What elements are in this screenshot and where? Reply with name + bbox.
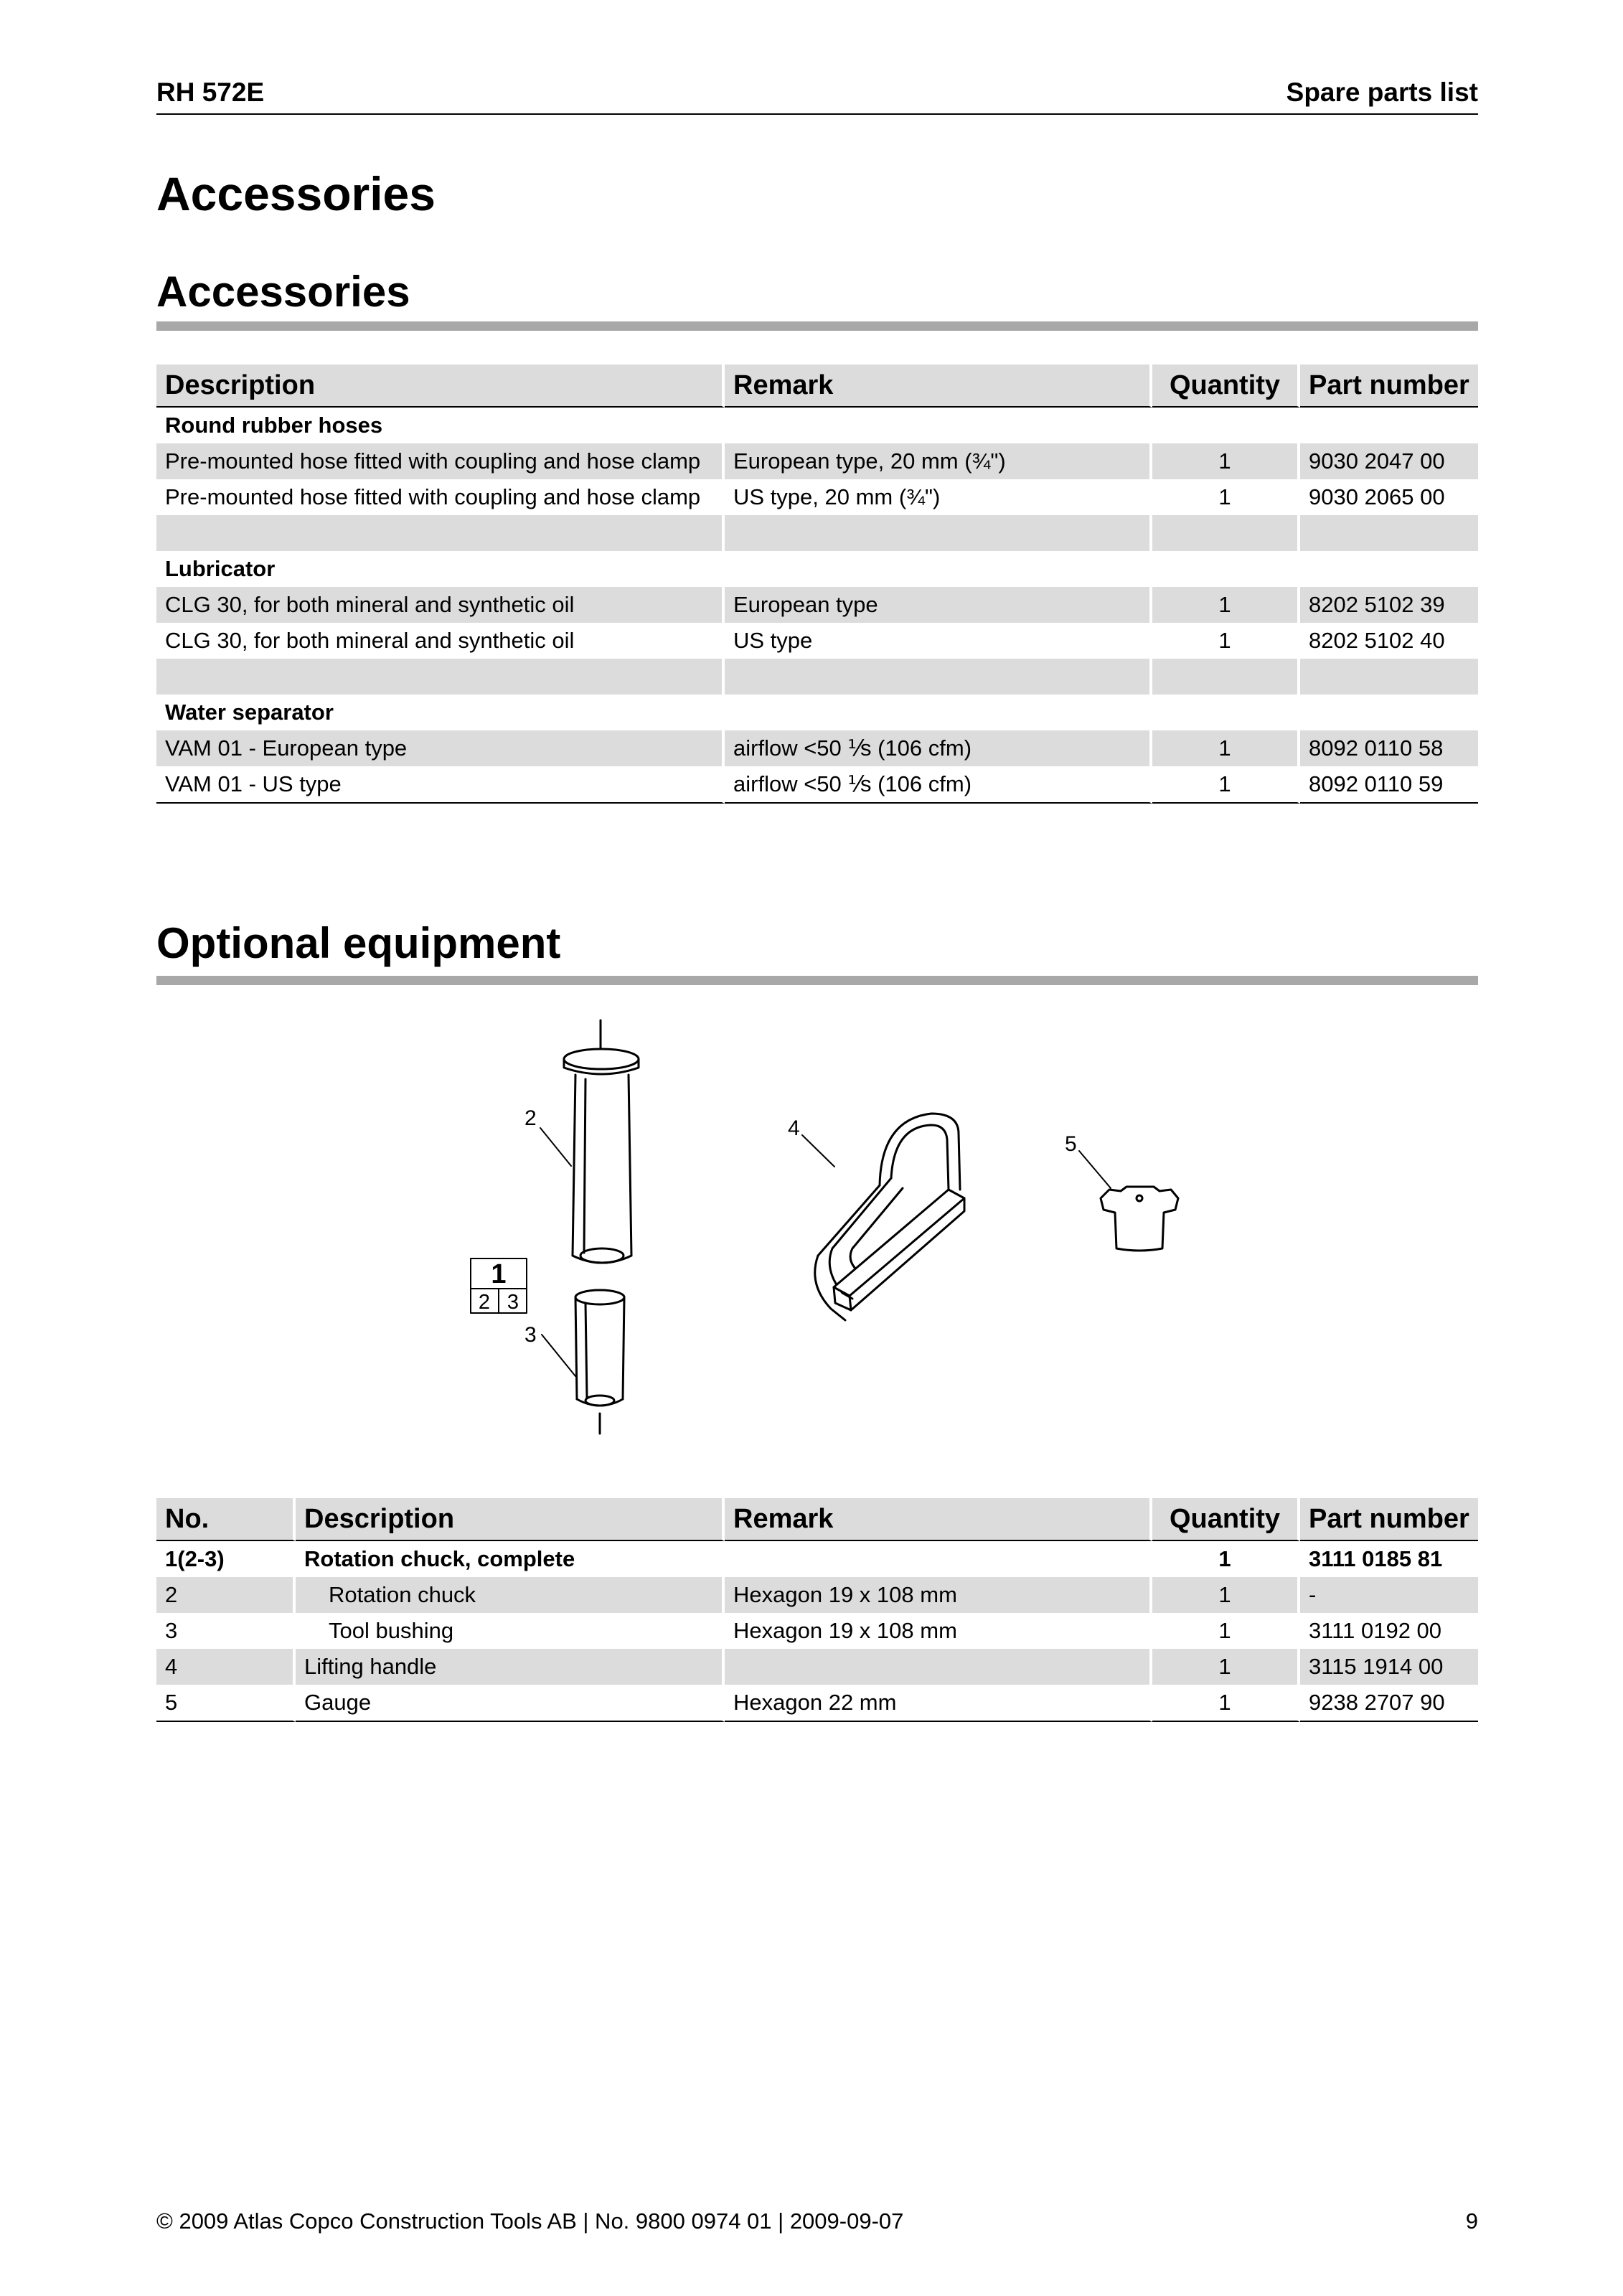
cell-quantity — [1152, 551, 1300, 587]
cell-part-number — [1300, 695, 1478, 730]
cell-part-number: 3111 0192 00 — [1309, 1618, 1442, 1643]
optional-rows — [156, 1541, 1478, 1722]
cell-remark — [725, 515, 1152, 551]
table-row — [156, 730, 1478, 766]
cell-description: Lifting handle — [296, 1649, 725, 1685]
col-part-number: Part number — [1300, 1498, 1478, 1541]
cell-description: Gauge — [296, 1685, 725, 1722]
cell-part-number: 8202 5102 39 — [1300, 587, 1478, 623]
cell-quantity — [1152, 515, 1300, 551]
cell-remark — [725, 695, 1152, 730]
tool-bushing-drawing — [575, 1290, 624, 1434]
cell-description: VAM 01 - US type — [156, 766, 725, 804]
assembly-box-left: 2 — [478, 1291, 491, 1314]
col-description: Description — [296, 1498, 725, 1541]
cell-quantity — [1152, 408, 1300, 443]
col-remark: Remark — [725, 1498, 1152, 1541]
page-number: 9 — [1465, 2208, 1478, 2234]
table-row — [156, 443, 1478, 479]
table-row — [156, 1649, 1478, 1685]
callout-2: 2 — [524, 1106, 537, 1130]
cell-remark — [725, 551, 1152, 587]
cell-description: Pre-mounted hose fitted with coupling and hose clamp — [156, 443, 725, 479]
cell-description: Tool bushing — [296, 1613, 725, 1649]
cell-no: 4 — [156, 1649, 296, 1685]
cell-no: 1(2-3) — [156, 1541, 296, 1577]
cell-quantity: 1 — [1152, 587, 1300, 623]
cell-description: Rotation chuck — [296, 1577, 725, 1613]
cell-quantity — [1152, 659, 1300, 695]
cell-quantity — [1152, 695, 1300, 730]
cell-remark: US type — [725, 623, 1152, 659]
cell-quantity: 1 — [1152, 623, 1300, 659]
cell-description — [156, 515, 725, 551]
cell-part-number: 9030 2047 00 — [1300, 443, 1478, 479]
cell-part-number: - — [1300, 1577, 1478, 1613]
parts-illustration — [156, 1019, 1478, 1464]
section-rule — [156, 976, 1478, 985]
gauge-drawing — [1101, 1187, 1178, 1251]
cell-quantity: 1 — [1152, 1649, 1300, 1685]
cell-part-number: 9238 2707 90 — [1300, 1685, 1478, 1722]
cell-part-number — [1300, 408, 1478, 443]
cell-quantity: 1 — [1152, 1577, 1300, 1613]
cell-no: 2 — [156, 1577, 296, 1613]
cell-part-number: 9030 2065 00 — [1309, 484, 1445, 509]
page-title: Accessories — [156, 167, 436, 220]
document-page — [156, 0, 1478, 2296]
table-row — [156, 1541, 1478, 1577]
cell-quantity: 1 — [1152, 1541, 1300, 1577]
page-footer — [156, 2208, 1478, 2234]
cell-description: Lubricator — [156, 551, 725, 587]
table-header-row — [156, 1498, 1478, 1541]
cell-part-number — [1300, 659, 1478, 695]
cell-remark — [725, 1541, 1152, 1577]
table-row — [156, 1613, 1478, 1649]
footer-copyright: © 2009 Atlas Copco Construction Tools AB | No. 9800 0974 01 | 2009-09-07 — [156, 2208, 904, 2234]
table-row — [156, 551, 1478, 587]
cell-description: Water separator — [156, 695, 725, 730]
col-remark: Remark — [725, 364, 1152, 408]
rotation-chuck-drawing — [564, 1020, 639, 1263]
cell-quantity: 1 — [1152, 1685, 1300, 1722]
cell-description: CLG 30, for both mineral and synthetic oil — [156, 587, 725, 623]
table-row — [156, 766, 1478, 804]
cell-remark: European type, 20 mm (¾") — [725, 443, 1152, 479]
cell-remark: US type, 20 mm (¾") — [725, 479, 1152, 515]
callout-5: 5 — [1065, 1132, 1077, 1156]
cell-description: CLG 30, for both mineral and synthetic oil — [156, 623, 725, 659]
cell-no: 3 — [156, 1613, 296, 1649]
section-rule — [156, 321, 1478, 331]
accessories-table — [156, 364, 1478, 804]
accessories-heading: Accessories — [156, 268, 410, 316]
cell-no: 5 — [156, 1685, 296, 1722]
page-header — [156, 76, 1478, 115]
cell-part-number — [1300, 551, 1478, 587]
cell-part-number: 3111 0185 81 — [1309, 1546, 1443, 1571]
header-section: Spare parts list — [1286, 77, 1478, 107]
exploded-view-drawing — [156, 1019, 1478, 1464]
cell-quantity: 1 — [1152, 766, 1300, 804]
table-row — [156, 515, 1478, 551]
cell-remark: Hexagon 19 x 108 mm — [725, 1613, 1152, 1649]
cell-description: Pre-mounted hose fitted with coupling and hose clamp — [156, 479, 725, 515]
assembly-box-top: 1 — [491, 1259, 507, 1289]
cell-description: VAM 01 - European type — [156, 730, 725, 766]
table-row — [156, 1685, 1478, 1722]
col-quantity: Quantity — [1152, 1498, 1300, 1541]
table-row — [156, 408, 1478, 443]
cell-remark — [725, 659, 1152, 695]
cell-remark: Hexagon 19 x 108 mm — [725, 1577, 1152, 1613]
cell-quantity: 1 — [1152, 479, 1300, 515]
cell-quantity: 1 — [1152, 443, 1300, 479]
table-row — [156, 659, 1478, 695]
col-part-number: Part number — [1300, 364, 1478, 408]
cell-quantity: 1 — [1152, 1613, 1300, 1649]
col-description: Description — [156, 364, 725, 408]
table-row — [156, 479, 1478, 515]
callout-3: 3 — [524, 1323, 537, 1347]
cell-remark: Hexagon 22 mm — [725, 1685, 1152, 1722]
table-row — [156, 623, 1478, 659]
optional-equipment-heading: Optional equipment — [156, 919, 561, 967]
cell-remark — [725, 408, 1152, 443]
header-model: RH 572E — [156, 77, 265, 107]
cell-part-number: 8092 0110 58 — [1300, 730, 1478, 766]
callout-4: 4 — [788, 1116, 800, 1140]
cell-remark: airflow <50 ⅟s (106 cfm) — [725, 766, 1152, 804]
cell-remark — [725, 1649, 1152, 1685]
col-quantity: Quantity — [1152, 364, 1300, 408]
col-no: No. — [156, 1498, 296, 1541]
assembly-box-right: 3 — [507, 1291, 519, 1314]
lifting-handle-drawing — [815, 1114, 964, 1320]
cell-remark: airflow <50 ⅟s (106 cfm) — [725, 730, 1152, 766]
table-row — [156, 695, 1478, 730]
cell-part-number: 8092 0110 59 — [1300, 766, 1478, 804]
cell-description — [156, 659, 725, 695]
cell-part-number — [1300, 515, 1478, 551]
accessories-rows — [156, 408, 1478, 804]
cell-description: Round rubber hoses — [156, 408, 725, 443]
cell-part-number: 8202 5102 40 — [1309, 628, 1445, 653]
optional-equipment-table — [156, 1498, 1478, 1722]
cell-quantity: 1 — [1152, 730, 1300, 766]
table-row — [156, 1577, 1478, 1613]
table-row — [156, 587, 1478, 623]
table-header-row — [156, 364, 1478, 408]
cell-description: Rotation chuck, complete — [296, 1541, 725, 1577]
cell-remark: European type — [725, 587, 1152, 623]
cell-part-number: 3115 1914 00 — [1300, 1649, 1478, 1685]
